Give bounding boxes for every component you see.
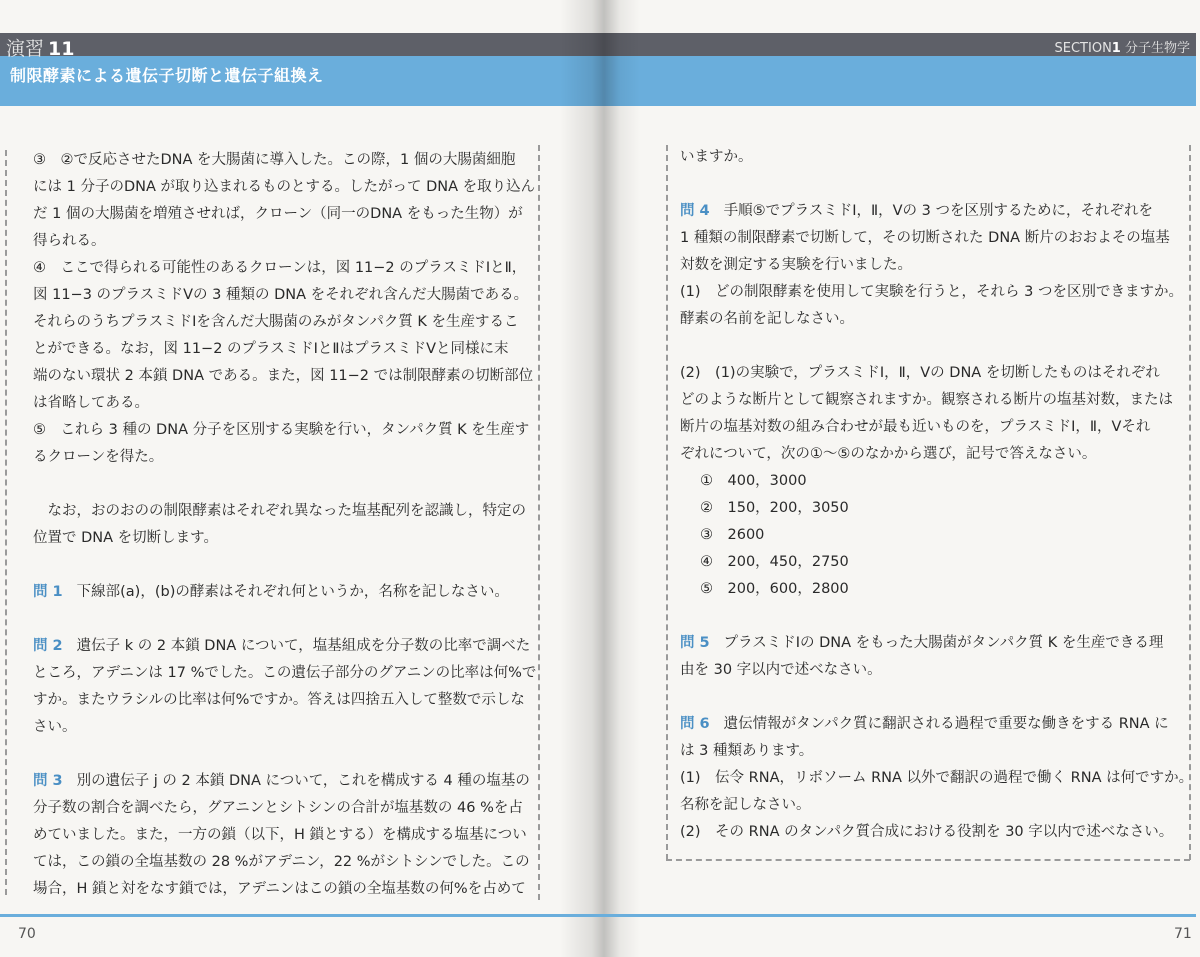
question-line xyxy=(33,768,536,795)
text-line xyxy=(33,228,536,255)
page-number-right: 71 xyxy=(1174,926,1192,942)
line-text: (2) その RNA のタンパク質合成における役割を 30 字以内で述べなさい。 xyxy=(680,824,1174,840)
question-label: 問 2 xyxy=(33,638,63,654)
line-text: 遺伝情報がタンパク質に翻訳される過程で重要な働きをする RNA に xyxy=(723,716,1169,732)
text-line xyxy=(33,687,536,714)
exercise-label xyxy=(6,34,74,61)
line-text: 断片の塩基対数の組み合わせが最も近いものを，プラスミドⅠ，Ⅱ，Ⅴそれ xyxy=(680,419,1151,435)
line-text: ては，この鎖の全塩基数の 28 %がアデニン，22 %がシトシンでした。この xyxy=(33,854,530,870)
line-text: いますか。 xyxy=(680,149,753,165)
text-line xyxy=(680,171,1193,198)
text-line xyxy=(33,417,536,444)
text-line xyxy=(33,201,536,228)
text-line xyxy=(33,336,536,363)
left-page-text xyxy=(33,147,536,903)
line-text: 由を 30 字以内で述べなさい。 xyxy=(680,662,882,678)
line-text: ⑤ 200，600，2800 xyxy=(700,581,849,597)
text-line xyxy=(680,603,1193,630)
text-line xyxy=(33,174,536,201)
line-text: すか。またウラシルの比率は何%ですか。答えは四捨五入して整数で示しな xyxy=(33,692,525,708)
book-gutter-shadow xyxy=(560,0,640,957)
section-number: 1 xyxy=(1111,41,1121,56)
text-line xyxy=(33,876,536,903)
line-text: 1 種類の制限酵素で切断して，その切断された DNA 断片のおおよその塩基 xyxy=(680,230,1170,246)
line-text: ④ 200，450，2750 xyxy=(700,554,849,570)
question-line xyxy=(33,579,536,606)
question-label: 問 5 xyxy=(680,635,710,651)
line-text: なお，おのおのの制限酵素はそれぞれ異なった塩基配列を認識し，特定の xyxy=(33,503,526,519)
line-text: だ 1 個の大腸菌を増殖させれば，クローン（同一のDNA をもった生物）が xyxy=(33,206,523,222)
text-line xyxy=(33,363,536,390)
line-text: ⑤ これら 3 種の DNA 分子を区別する実験を行い，タンパク質 K を生産す xyxy=(33,422,530,438)
answer-choice xyxy=(680,495,1193,522)
line-text: は 3 種類あります。 xyxy=(680,743,814,759)
page-number-left: 70 xyxy=(18,926,36,942)
text-line xyxy=(33,255,536,282)
line-text: は省略してある。 xyxy=(33,395,149,411)
text-line xyxy=(33,498,536,525)
exercise-label-text: 演習 xyxy=(6,38,45,60)
text-line xyxy=(680,333,1193,360)
question-line xyxy=(33,633,536,660)
text-line xyxy=(680,657,1193,684)
question-label: 問 4 xyxy=(680,203,710,219)
line-text: 対数を測定する実験を行いました。 xyxy=(680,257,912,273)
text-line xyxy=(33,147,536,174)
line-text: 手順⑤でプラスミドⅠ，Ⅱ，Ⅴの 3 つを区別するために，それぞれを xyxy=(723,203,1153,219)
right-page-dashed-border-bottom xyxy=(666,859,1190,861)
text-line xyxy=(33,741,536,768)
text-line xyxy=(33,660,536,687)
text-line xyxy=(680,387,1193,414)
line-text: 下線部(a)，(b)の酵素はそれぞれ何というか，名称を記しなさい。 xyxy=(76,584,509,600)
line-text: それらのうちプラスミドⅠを含んだ大腸菌のみがタンパク質 K を生産するこ xyxy=(33,314,519,330)
line-text: 名称を記しなさい。 xyxy=(680,797,811,813)
text-line xyxy=(33,444,536,471)
exercise-title: 制限酵素による遺伝子切断と遺伝子組換え xyxy=(10,66,324,85)
text-line xyxy=(680,252,1193,279)
line-text: 酵素の名前を記しなさい。 xyxy=(680,311,854,327)
question-line xyxy=(680,630,1193,657)
text-line xyxy=(680,684,1193,711)
text-line xyxy=(33,552,536,579)
line-text: ② 150，200，3050 xyxy=(700,500,849,516)
text-line xyxy=(680,819,1193,846)
question-line xyxy=(680,198,1193,225)
text-line xyxy=(680,765,1193,792)
answer-choice xyxy=(680,576,1193,603)
text-line xyxy=(680,360,1193,387)
right-page-dashed-border-left xyxy=(666,145,668,860)
line-text: さい。 xyxy=(33,719,77,735)
section-label xyxy=(1055,37,1190,56)
text-line xyxy=(680,414,1193,441)
line-text: めていました。また，一方の鎖（以下，H 鎖とする）を構成する塩基につい xyxy=(33,827,527,843)
line-text: 位置で DNA を切断します。 xyxy=(33,530,218,546)
question-line xyxy=(680,711,1193,738)
left-page-dashed-border-left xyxy=(5,150,7,895)
exercise-number: 11 xyxy=(48,38,75,60)
line-text: ところ，アデニンは 17 %でした。この遺伝子部分のグアニンの比率は何%で xyxy=(33,665,537,681)
line-text: プラスミドⅠの DNA をもった大腸菌がタンパク質 K を生産できる理 xyxy=(723,635,1164,651)
line-text: ③ 2600 xyxy=(700,527,765,543)
text-line xyxy=(680,144,1193,171)
text-line xyxy=(33,849,536,876)
text-line xyxy=(33,390,536,417)
line-text: (1) どの制限酵素を使用して実験を行うと，それら 3 つを区別できますか。 xyxy=(680,284,1183,300)
line-text: (2) (1)の実験で，プラスミドⅠ，Ⅱ，Ⅴの DNA を切断したものはそれぞれ xyxy=(680,365,1160,381)
text-line xyxy=(33,525,536,552)
line-text: ぞれについて，次の①〜⑤のなかから選び，記号で答えなさい。 xyxy=(680,446,1097,462)
left-page-dashed-border-right xyxy=(538,145,540,900)
answer-choice xyxy=(680,468,1193,495)
line-text: とができる。なお，図 11−2 のプラスミドⅠとⅡはプラスミドⅤと同様に末 xyxy=(33,341,509,357)
right-page-text xyxy=(680,144,1193,846)
line-text: 分子数の割合を調べたら，グアニンとシトシンの合計が塩基数の 46 %を占 xyxy=(33,800,523,816)
text-line xyxy=(33,471,536,498)
line-text: 場合，H 鎖と対をなす鎖では，アデニンはこの鎖の全塩基数の何%を占めて xyxy=(33,881,526,897)
line-text: には 1 分子のDNA が取り込まれるものとする。したがって DNA を取り込ん xyxy=(33,179,536,195)
line-text: るクローンを得た。 xyxy=(33,449,164,465)
line-text: 図 11−3 のプラスミドⅤの 3 種類の DNA をそれぞれ含んだ大腸菌である。 xyxy=(33,287,529,303)
text-line xyxy=(33,282,536,309)
line-text: 端のない環状 2 本鎖 DNA である。また，図 11−2 では制限酵素の切断部位 xyxy=(33,368,534,384)
question-label: 問 6 xyxy=(680,716,710,732)
line-text: ① 400，3000 xyxy=(700,473,807,489)
footer-rule xyxy=(0,914,1196,917)
text-line xyxy=(33,606,536,633)
text-line xyxy=(680,225,1193,252)
text-line xyxy=(680,279,1193,306)
text-line xyxy=(33,714,536,741)
line-text: 遺伝子 k の 2 本鎖 DNA について，塩基組成を分子数の比率で調べた xyxy=(76,638,531,654)
answer-choice xyxy=(680,522,1193,549)
section-name: 分子生物学 xyxy=(1124,41,1190,56)
question-label: 問 3 xyxy=(33,773,63,789)
line-text: 別の遺伝子 j の 2 本鎖 DNA について，これを構成する 4 種の塩基の xyxy=(76,773,530,789)
text-line xyxy=(680,738,1193,765)
line-text: (1) 伝令 RNA，リボソーム RNA 以外で翻訳の過程で働く RNA は何ですか。 xyxy=(680,770,1194,786)
text-line xyxy=(33,795,536,822)
text-line xyxy=(33,309,536,336)
answer-choice xyxy=(680,549,1193,576)
line-text: ③ ②で反応させたDNA を大腸菌に導入した。この際，1 個の大腸菌細胞 xyxy=(33,152,516,168)
section-prefix: SECTION xyxy=(1054,41,1112,56)
text-line xyxy=(680,306,1193,333)
text-line xyxy=(33,822,536,849)
text-line xyxy=(680,441,1193,468)
question-label: 問 1 xyxy=(33,584,63,600)
text-line xyxy=(680,792,1193,819)
line-text: ④ ここで得られる可能性のあるクローンは，図 11−2 のプラスミドⅠとⅡ， xyxy=(33,260,527,276)
line-text: どのような断片として観察されますか。観察される断片の塩基対数，または xyxy=(680,392,1173,408)
line-text: 得られる。 xyxy=(33,233,106,249)
